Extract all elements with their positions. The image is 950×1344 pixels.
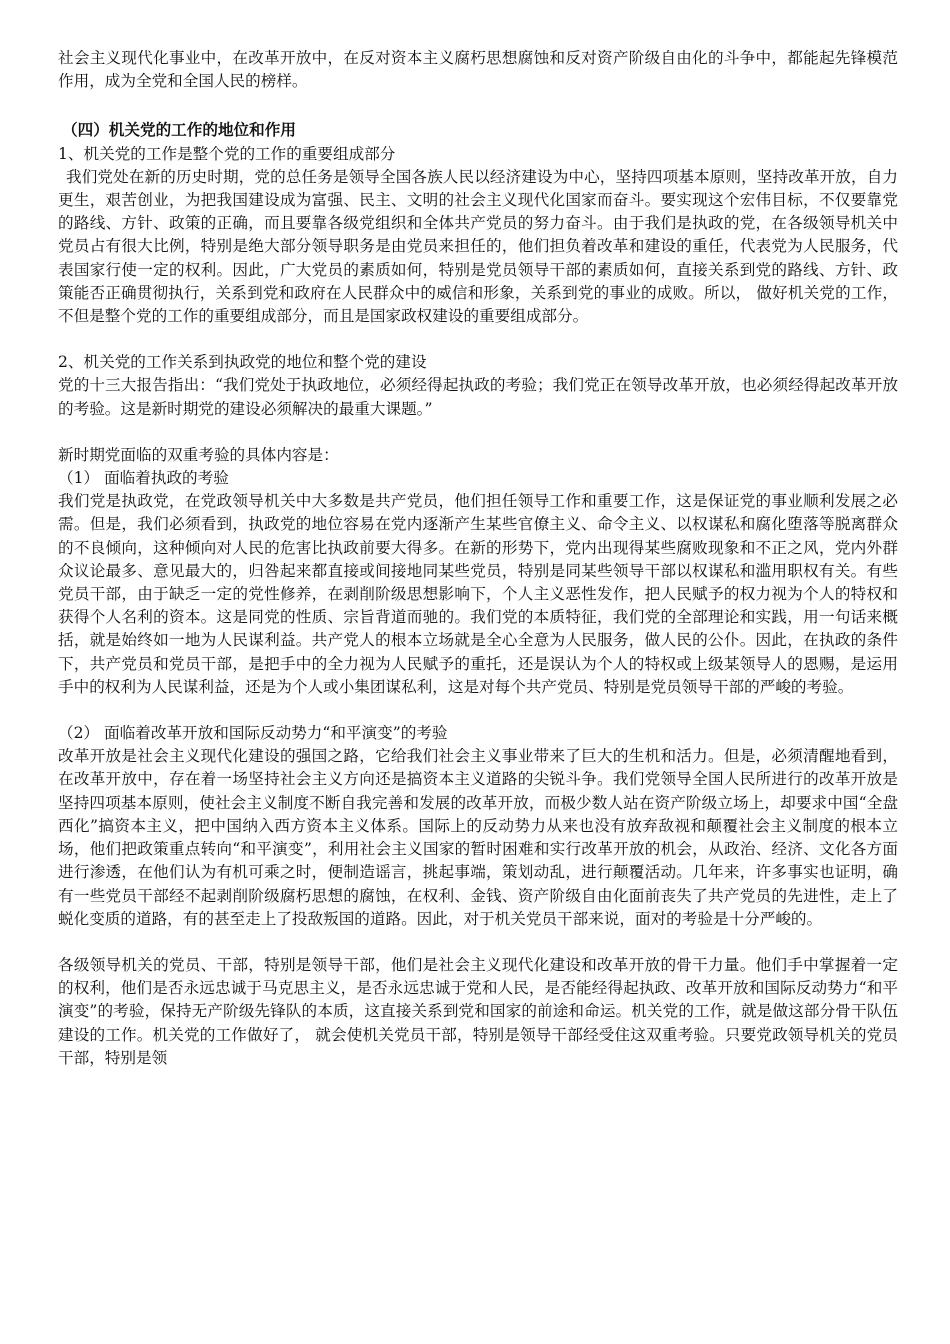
test1-title: （1） 面临着执政的考验 <box>58 469 229 488</box>
test2-body: 改革开放是社会主义现代化建设的强国之路，它给我们社会主义事业带来了巨大的生机和活力。但是，必须清醒地看到，在改革开放中，存在着一场坚持社会主义方向还是搞资本主义道路的尖锐斗争。我们党领导全国人民所进行的改革开放是坚持四项基本原则，使社会主义制度不断自我完善和发展的改革开放，而极少数人站在资产阶级立场上，却要求中国“全盘西化”搞资本主义，把中国纳入西方资本主义体系。国际上的反动势力从来也没有放弃敌视和颠覆社会主义制度的根本立场，他们把政策重点转向“和平演变”，利用社会主义国家的暂时困难和实行改革开放的机会，从政治、经济、文化各方面进行渗透，在他们认为有机可乘之时，便制造谣言，挑起事端，策划动乱，进行颠覆活动。几年来，许多事实也证明，确有一些党员干部经不起剥削阶级腐朽思想的腐蚀，在权利、金钱、资产阶级自由化面前丧失了共产党员的先进性，走上了蜕化变质的道路，有的甚至走上了投敌叛国的道路。因此，对于机关党员干部来说，面对的考验是十分严峻的。 <box>58 747 898 928</box>
test1-body: 我们党是执政党，在党政领导机关中大多数是共产党员，他们担任领导工作和重要工作，这是保证党的事业顺利发展之必需。但是，我们必须看到，执政党的地位容易在党内逐渐产生某些官僚主义、命令主义、以权谋私和腐化堕落等脱离群众的不良倾向，这种倾向对人民的危害比执政前要大得多。在新的形势下，党内出现得某些腐败现象和不正之风，党内外群众议论最多、意见最大的，归咎起来都直接或间接地同某些党员，特别是同某些领导干部以权谋私和滥用职权有关。有些党员干部，由于缺乏一定的党性修养，在剥削阶级思想影响下，个人主义恶性发作，把人民赋予的权力视为个人的特权和获得个人名利的资本。这是同党的性质、宗旨背道而驰的。我们党的本质特征，我们党的全部理论和实践，用一句话来概括，就是始终如一地为人民谋利益。共产党人的根本立场就是全心全意为人民服务，做人民的公仆。因此，在执政的条件下，共产党员和党员干部，是把手中的全力视为人民赋予的重托，还是误认为个人的特权或上级某领导人的恩赐，是运用手中的权利为人民谋利益，还是为个人或小集团谋私利，这是对每个共产党员、特别是党员领导干部的严峻的考验。 <box>58 492 898 696</box>
section-heading: （四）机关党的工作的地位和作用 <box>62 121 296 140</box>
point1-body: 我们党处在新的历史时期，党的总任务是领导全国各族人民以经济建设为中心，坚持四项基本原则，坚持改革开放，自力更生，艰苦创业，为把我国建设成为富强、民主、文明的社会主义现代化国家而奋斗。要实现这个宏伟目标，不仅要靠党的路线、方针、政策的正确，而且要靠各级党组织和全体共产党员的努力奋斗。由于我们是执政的党，在各级领导机关中党员占有很大比例，特别是绝大部分领导职务是由党员来担任的，他们担负着改革和建设的重任，代表党为人民服务，代表国家行使一定的权利。因此，广大党员的素质如何，特别是党员领导干部的素质如何，直接关系到党的路线、方针、政策能否正确贯彻执行，关系到党和政府在人民群众中的威信和形象，关系到党的事业的成败。所以， 做好机关党的工作，不但是整个党的工作的重要组成部分，而且是国家政权建设的重要组成部分。 <box>58 167 898 326</box>
paragraph-gap <box>58 699 898 722</box>
point2-title: 2、机关党的工作关系到执政党的地位和整个党的建设 <box>58 353 427 372</box>
paragraph-gap <box>58 421 898 444</box>
point1-title: 1、机关党的工作是整个党的工作的重要组成部分 <box>58 144 396 163</box>
document-page <box>58 47 898 1070</box>
intro-paragraph: 社会主义现代化事业中，在改革开放中，在反对资本主义腐朽思想腐蚀和反对资产阶级自由化的斗争中，都能起先锋模范作用，成为全党和全国人民的榜样。 <box>58 49 898 91</box>
dual-test-intro: 新时期党面临的双重考验的具体内容是： <box>58 445 339 464</box>
test2-title: （2） 面临着改革开放和国际反动势力“和平演变”的考验 <box>58 724 448 743</box>
point2-body: 党的十三大报告指出：“我们党处于执政地位，必须经得起执政的考验；我们党正在领导改革开放，也必须经得起改革开放的考验。这是新时期党的建设必须解决的最重大课题。” <box>58 376 898 418</box>
paragraph-gap <box>58 931 898 954</box>
closing-paragraph: 各级领导机关的党员、干部，特别是领导干部，他们是社会主义现代化建设和改革开放的骨干力量。他们手中掌握着一定的权利，他们是否永远忠诚于马克思主义，是否永远忠诚于党和人民，是否能经得起执政、改革开放和国际反动势力“和平演变”的考验，保持无产阶级先锋队的本质，这直接关系到党和国家的前途和命运。机关党的工作，就是做这部分骨干队伍建设的工作。机关党的工作做好了， 就会使机关党员干部，特别是领导干部经受住这双重考验。只要党政领导机关的党员干部，特别是领 <box>58 955 898 1067</box>
paragraph-gap <box>58 328 898 351</box>
